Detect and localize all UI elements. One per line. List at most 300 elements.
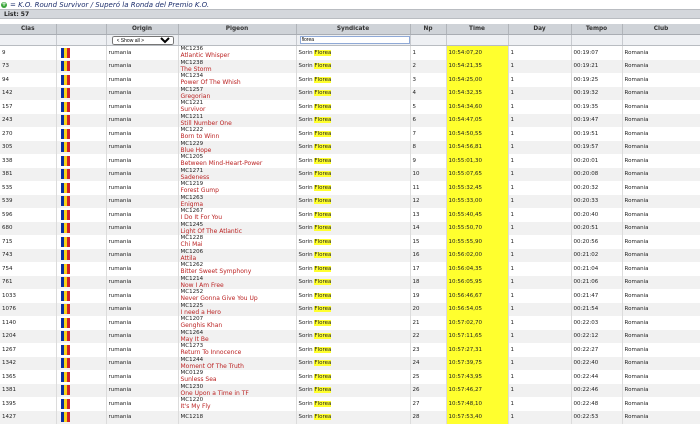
- romania-flag-icon: [61, 61, 70, 71]
- pigeon-cell[interactable]: [178, 330, 296, 344]
- clas-cell: 94: [0, 73, 56, 87]
- pigeon-cell[interactable]: [178, 235, 296, 249]
- syndicate-highlight: Florea: [314, 238, 332, 245]
- syndicate-highlight: Florea: [314, 265, 332, 272]
- pigeon-ring: MC1218: [180, 414, 204, 421]
- pigeon-name[interactable]: Between Mind-Heart-Power: [180, 160, 263, 168]
- tempo-cell: 00:20:51: [571, 222, 622, 236]
- origin-cell: rumania: [106, 168, 178, 182]
- pigeon-cell[interactable]: [178, 46, 296, 60]
- title-bar: [0, 0, 700, 9]
- tempo-cell: 00:22:48: [571, 397, 622, 411]
- pigeon-name[interactable]: Sunless Sea: [180, 376, 217, 384]
- pigeon-cell[interactable]: [178, 222, 296, 236]
- origin-filter-select[interactable]: [112, 36, 174, 45]
- flag-cell: [56, 411, 106, 425]
- day-cell: 1: [508, 303, 571, 317]
- pigeon-cell[interactable]: [178, 343, 296, 357]
- col-time[interactable]: Time: [446, 24, 508, 35]
- club-cell: Romania: [622, 276, 700, 290]
- day-cell: 1: [508, 262, 571, 276]
- tempo-cell: 00:22:40: [571, 357, 622, 371]
- pigeon-name[interactable]: Never Gonna Give You Up: [180, 295, 258, 303]
- table-row[interactable]: [0, 100, 700, 114]
- flag-cell: [56, 168, 106, 182]
- pigeon-name[interactable]: Power Of The Whish: [180, 79, 241, 87]
- tempo-cell: 00:19:07: [571, 46, 622, 60]
- syndicate-first: Sorin: [298, 360, 313, 367]
- flag-cell: [56, 343, 106, 357]
- club-cell: Romania: [622, 154, 700, 168]
- pigeon-cell[interactable]: [178, 127, 296, 141]
- clas-cell: 73: [0, 60, 56, 74]
- club-cell: Romania: [622, 73, 700, 87]
- day-cell: 1: [508, 114, 571, 128]
- syndicate-filter-input[interactable]: [300, 36, 410, 44]
- day-cell: 1: [508, 60, 571, 74]
- pigeon-name[interactable]: Moment Of The Truth: [180, 362, 244, 370]
- table-row[interactable]: [0, 397, 700, 411]
- pigeon-name[interactable]: Now I Am Free: [180, 281, 224, 289]
- syndicate-highlight: Florea: [314, 157, 332, 164]
- time-cell: 10:55:32,45: [446, 181, 508, 195]
- pigeon-name[interactable]: Forest Gump: [180, 187, 219, 195]
- pigeon-name[interactable]: Bitter Sweet Symphony: [180, 268, 252, 276]
- clas-cell: 1076: [0, 303, 56, 317]
- syndicate-cell: [296, 330, 410, 344]
- pigeon-cell[interactable]: [178, 316, 296, 330]
- day-cell: 1: [508, 384, 571, 398]
- pigeon-cell[interactable]: [178, 100, 296, 114]
- np-cell: 19: [410, 289, 446, 303]
- club-cell: Romania: [622, 222, 700, 236]
- col-origin[interactable]: Origin: [106, 24, 178, 35]
- add-icon[interactable]: +: [1, 0, 7, 8]
- pigeon-name[interactable]: Enigma: [180, 200, 204, 208]
- syndicate-highlight: Florea: [314, 103, 332, 110]
- syndicate-first: Sorin: [298, 319, 313, 326]
- day-cell: 1: [508, 357, 571, 371]
- table-row[interactable]: [0, 276, 700, 290]
- romania-flag-icon: [61, 291, 70, 301]
- pigeon-name[interactable]: Blue Hope: [180, 146, 212, 154]
- syndicate-cell: [296, 181, 410, 195]
- syndicate-cell: [296, 262, 410, 276]
- romania-flag-icon: [61, 304, 70, 314]
- origin-cell: rumania: [106, 87, 178, 101]
- syndicate-first: Sorin: [298, 171, 313, 178]
- time-cell: 10:54:21,35: [446, 60, 508, 74]
- table-row[interactable]: [0, 208, 700, 222]
- syndicate-highlight: Florea: [314, 211, 332, 218]
- romania-flag-icon: [61, 331, 70, 341]
- pigeon-cell[interactable]: [178, 114, 296, 128]
- pigeon-ring: MC1236: [180, 46, 204, 53]
- origin-cell: rumania: [106, 249, 178, 263]
- pigeon-ring: MC1221: [180, 100, 204, 107]
- pigeon-name[interactable]: The Storm: [180, 65, 212, 73]
- pigeon-name[interactable]: Gregorian: [180, 92, 211, 100]
- flag-cell: [56, 154, 106, 168]
- pigeon-name[interactable]: Chi Mai: [180, 241, 203, 249]
- day-cell: 1: [508, 222, 571, 236]
- pigeon-name[interactable]: One Upon a Time in TF: [180, 389, 249, 397]
- syndicate-cell: [296, 289, 410, 303]
- flag-cell: [56, 100, 106, 114]
- pigeon-name[interactable]: Born to Winn: [180, 133, 220, 141]
- pigeon-cell[interactable]: [178, 208, 296, 222]
- filter-row: [0, 35, 700, 46]
- pigeon-name[interactable]: Sadeness: [180, 173, 210, 181]
- header-row: [0, 24, 700, 35]
- table-row[interactable]: [0, 384, 700, 398]
- table-row[interactable]: [0, 235, 700, 249]
- day-cell: 1: [508, 87, 571, 101]
- np-cell: 11: [410, 181, 446, 195]
- time-cell: 10:57:27,31: [446, 343, 508, 357]
- pigeon-cell[interactable]: [178, 262, 296, 276]
- club-cell: Romania: [622, 303, 700, 317]
- pigeon-cell[interactable]: [178, 141, 296, 155]
- flag-cell: [56, 73, 106, 87]
- table-row[interactable]: [0, 303, 700, 317]
- table-row[interactable]: [0, 87, 700, 101]
- romania-flag-icon: [61, 250, 70, 260]
- pigeon-name[interactable]: Still Number One: [180, 119, 232, 127]
- origin-cell: rumania: [106, 127, 178, 141]
- np-cell: 10: [410, 168, 446, 182]
- table-row[interactable]: [0, 249, 700, 263]
- club-cell: Romania: [622, 343, 700, 357]
- pigeon-cell[interactable]: [178, 289, 296, 303]
- clas-cell: 1140: [0, 316, 56, 330]
- pigeon-ring: MC1207: [180, 316, 204, 323]
- table-row[interactable]: [0, 181, 700, 195]
- table-row[interactable]: [0, 411, 700, 425]
- syndicate-cell: [296, 87, 410, 101]
- syndicate-cell: [296, 357, 410, 371]
- syndicate-cell: [296, 249, 410, 263]
- tempo-cell: 00:19:32: [571, 87, 622, 101]
- syndicate-first: Sorin: [298, 400, 313, 407]
- syndicate-cell: [296, 127, 410, 141]
- time-cell: 10:56:46,67: [446, 289, 508, 303]
- club-cell: Romania: [622, 330, 700, 344]
- syndicate-highlight: Florea: [314, 144, 332, 151]
- club-cell: Romania: [622, 127, 700, 141]
- flag-cell: [56, 60, 106, 74]
- flag-cell: [56, 208, 106, 222]
- np-cell: 3: [410, 73, 446, 87]
- flag-cell: [56, 141, 106, 155]
- syndicate-highlight: Florea: [314, 387, 332, 394]
- origin-cell: rumania: [106, 370, 178, 384]
- flag-cell: [56, 114, 106, 128]
- time-cell: 10:56:04,35: [446, 262, 508, 276]
- pigeon-cell[interactable]: [178, 181, 296, 195]
- tempo-cell: 00:21:04: [571, 262, 622, 276]
- pigeon-cell[interactable]: [178, 276, 296, 290]
- syndicate-first: Sorin: [298, 144, 313, 151]
- table-row[interactable]: [0, 316, 700, 330]
- table-row[interactable]: [0, 357, 700, 371]
- club-cell: Romania: [622, 397, 700, 411]
- romania-flag-icon: [61, 264, 70, 274]
- pigeon-cell[interactable]: [178, 195, 296, 209]
- clas-cell: 539: [0, 195, 56, 209]
- pigeon-ring: MC1225: [180, 302, 204, 309]
- syndicate-highlight: Florea: [314, 373, 332, 380]
- romania-flag-icon: [61, 345, 70, 355]
- syndicate-first: Sorin: [298, 130, 313, 137]
- pigeon-name[interactable]: Light Of The Atlantic: [180, 227, 243, 235]
- np-cell: 18: [410, 276, 446, 290]
- pigeon-ring: MC1214: [180, 275, 204, 282]
- syndicate-cell: [296, 154, 410, 168]
- table-row[interactable]: [0, 330, 700, 344]
- time-cell: 10:55:50,70: [446, 222, 508, 236]
- syndicate-first: Sorin: [298, 252, 313, 259]
- tempo-cell: 00:20:08: [571, 168, 622, 182]
- syndicate-highlight: Florea: [314, 225, 332, 232]
- pigeon-name[interactable]: May It Be: [180, 335, 209, 343]
- col-club[interactable]: Club: [622, 24, 700, 35]
- flag-cell: [56, 181, 106, 195]
- flag-cell: [56, 330, 106, 344]
- pigeon-cell[interactable]: [178, 87, 296, 101]
- time-cell: 10:54:34,60: [446, 100, 508, 114]
- syndicate-cell: [296, 46, 410, 60]
- pigeon-cell[interactable]: [178, 370, 296, 384]
- time-cell: 10:56:02,00: [446, 249, 508, 263]
- col-day[interactable]: Day: [508, 24, 571, 35]
- col-pigeon[interactable]: Pigeon: [178, 24, 296, 35]
- clas-cell: 9: [0, 46, 56, 60]
- club-cell: Romania: [622, 370, 700, 384]
- syndicate-highlight: Florea: [314, 414, 332, 421]
- tempo-cell: 00:22:12: [571, 330, 622, 344]
- flag-cell: [56, 235, 106, 249]
- syndicate-highlight: Florea: [314, 184, 332, 191]
- results-table: [0, 24, 700, 424]
- syndicate-highlight: Florea: [314, 117, 332, 124]
- day-cell: 1: [508, 249, 571, 263]
- syndicate-highlight: Florea: [314, 306, 332, 313]
- flag-cell: [56, 46, 106, 60]
- club-cell: Romania: [622, 289, 700, 303]
- clas-cell: 1381: [0, 384, 56, 398]
- tempo-cell: 00:22:46: [571, 384, 622, 398]
- origin-cell: rumania: [106, 222, 178, 236]
- col-np[interactable]: Np: [410, 24, 446, 35]
- np-cell: 16: [410, 249, 446, 263]
- clas-cell: 1342: [0, 357, 56, 371]
- clas-cell: 338: [0, 154, 56, 168]
- club-cell: Romania: [622, 208, 700, 222]
- pigeon-ring: MC1238: [180, 59, 204, 66]
- pigeon-cell[interactable]: [178, 154, 296, 168]
- romania-flag-icon: [61, 156, 70, 166]
- club-cell: Romania: [622, 114, 700, 128]
- club-cell: Romania: [622, 411, 700, 425]
- table-row[interactable]: [0, 141, 700, 155]
- flag-cell: [56, 127, 106, 141]
- pigeon-ring: MC1219: [180, 181, 204, 188]
- clas-cell: 270: [0, 127, 56, 141]
- pigeon-name[interactable]: Genghis Khan: [180, 322, 223, 330]
- time-cell: 10:54:32,35: [446, 87, 508, 101]
- day-cell: 1: [508, 235, 571, 249]
- table-row[interactable]: [0, 195, 700, 209]
- pigeon-ring: MC1229: [180, 140, 204, 147]
- origin-cell: rumania: [106, 100, 178, 114]
- clas-cell: 1395: [0, 397, 56, 411]
- np-cell: 7: [410, 127, 446, 141]
- day-cell: 1: [508, 330, 571, 344]
- tempo-cell: 00:19:35: [571, 100, 622, 114]
- pigeon-ring: MC1263: [180, 194, 204, 201]
- pigeon-ring: MC1267: [180, 208, 204, 215]
- romania-flag-icon: [61, 115, 70, 125]
- syndicate-cell: [296, 195, 410, 209]
- time-cell: 10:57:46,27: [446, 384, 508, 398]
- time-cell: 10:57:02,70: [446, 316, 508, 330]
- origin-cell: rumania: [106, 73, 178, 87]
- time-cell: 10:57:43,95: [446, 370, 508, 384]
- day-cell: 1: [508, 73, 571, 87]
- flag-cell: [56, 357, 106, 371]
- table-row[interactable]: [0, 343, 700, 357]
- syndicate-cell: [296, 384, 410, 398]
- time-cell: 10:57:53,40: [446, 411, 508, 425]
- tempo-cell: 00:22:53: [571, 411, 622, 425]
- tempo-cell: 00:22:03: [571, 316, 622, 330]
- pigeon-ring: MC1228: [180, 235, 204, 242]
- clas-cell: 1204: [0, 330, 56, 344]
- club-cell: Romania: [622, 181, 700, 195]
- tempo-cell: 00:20:32: [571, 181, 622, 195]
- table-row[interactable]: [0, 60, 700, 74]
- pigeon-name[interactable]: It's My Fly: [180, 403, 211, 411]
- time-cell: 10:55:40,45: [446, 208, 508, 222]
- syndicate-first: Sorin: [298, 63, 313, 70]
- origin-cell: rumania: [106, 397, 178, 411]
- time-cell: 10:55:07,65: [446, 168, 508, 182]
- pigeon-cell[interactable]: [178, 60, 296, 74]
- clas-cell: 596: [0, 208, 56, 222]
- romania-flag-icon: [61, 399, 70, 409]
- day-cell: 1: [508, 154, 571, 168]
- table-row[interactable]: [0, 262, 700, 276]
- syndicate-highlight: Florea: [314, 252, 332, 259]
- pigeon-name[interactable]: I Do It For You: [180, 214, 223, 222]
- np-cell: 25: [410, 370, 446, 384]
- time-cell: 10:54:47,05: [446, 114, 508, 128]
- pigeon-ring: MC1206: [180, 248, 204, 255]
- romania-flag-icon: [61, 385, 70, 395]
- syndicate-first: Sorin: [298, 346, 313, 353]
- pigeon-name[interactable]: Survivor: [180, 106, 206, 114]
- pigeon-ring: MC1264: [180, 329, 204, 336]
- syndicate-first: Sorin: [298, 373, 313, 380]
- origin-cell: rumania: [106, 276, 178, 290]
- table-row[interactable]: [0, 222, 700, 236]
- syndicate-highlight: Florea: [314, 171, 332, 178]
- pigeon-cell[interactable]: [178, 249, 296, 263]
- syndicate-first: Sorin: [298, 238, 313, 245]
- pigeon-cell[interactable]: [178, 384, 296, 398]
- syndicate-highlight: Florea: [314, 63, 332, 70]
- syndicate-cell: [296, 343, 410, 357]
- col-tempo[interactable]: Tempo: [571, 24, 622, 35]
- syndicate-highlight: Florea: [314, 279, 332, 286]
- pigeon-cell[interactable]: [178, 411, 296, 425]
- tempo-cell: 00:20:56: [571, 235, 622, 249]
- day-cell: 1: [508, 181, 571, 195]
- day-cell: 1: [508, 100, 571, 114]
- time-cell: 10:56:54,05: [446, 303, 508, 317]
- pigeon-name[interactable]: Attila: [180, 254, 197, 262]
- col-syndicate[interactable]: Syndicate: [296, 24, 410, 35]
- pigeon-cell[interactable]: [178, 397, 296, 411]
- origin-cell: rumania: [106, 141, 178, 155]
- romania-flag-icon: [61, 223, 70, 233]
- syndicate-highlight: Florea: [314, 400, 332, 407]
- syndicate-cell: [296, 411, 410, 425]
- table-row[interactable]: [0, 168, 700, 182]
- syndicate-cell: [296, 73, 410, 87]
- syndicate-first: Sorin: [298, 387, 313, 394]
- flag-cell: [56, 397, 106, 411]
- tempo-cell: 00:21:06: [571, 276, 622, 290]
- flag-cell: [56, 384, 106, 398]
- club-cell: Romania: [622, 168, 700, 182]
- clas-cell: 1427: [0, 411, 56, 425]
- table-row[interactable]: [0, 46, 700, 60]
- flag-cell: [56, 370, 106, 384]
- pigeon-cell[interactable]: [178, 303, 296, 317]
- pigeon-cell[interactable]: [178, 357, 296, 371]
- tempo-cell: 00:20:40: [571, 208, 622, 222]
- club-cell: Romania: [622, 316, 700, 330]
- table-row[interactable]: [0, 370, 700, 384]
- pigeon-ring: MC1252: [180, 289, 204, 296]
- tempo-cell: 00:21:02: [571, 249, 622, 263]
- table-row[interactable]: [0, 127, 700, 141]
- pigeon-name[interactable]: Atlantic Whisper: [180, 52, 230, 60]
- pigeon-ring: MC1205: [180, 154, 204, 161]
- col-clas[interactable]: Clas: [0, 24, 56, 35]
- syndicate-first: Sorin: [298, 414, 313, 421]
- tempo-cell: 00:21:54: [571, 303, 622, 317]
- table-row[interactable]: [0, 289, 700, 303]
- pigeon-cell[interactable]: [178, 73, 296, 87]
- pigeon-name[interactable]: Return To Innocence: [180, 349, 242, 357]
- table-row[interactable]: [0, 154, 700, 168]
- flag-cell: [56, 289, 106, 303]
- table-row[interactable]: [0, 73, 700, 87]
- pigeon-name[interactable]: I need a Hero: [180, 308, 221, 316]
- club-cell: Romania: [622, 262, 700, 276]
- clas-cell: 754: [0, 262, 56, 276]
- pigeon-cell[interactable]: [178, 168, 296, 182]
- pigeon-ring: MC1273: [180, 343, 204, 350]
- flag-cell: [56, 303, 106, 317]
- col-flag[interactable]: [56, 24, 106, 35]
- day-cell: 1: [508, 411, 571, 425]
- club-cell: Romania: [622, 60, 700, 74]
- table-row[interactable]: [0, 114, 700, 128]
